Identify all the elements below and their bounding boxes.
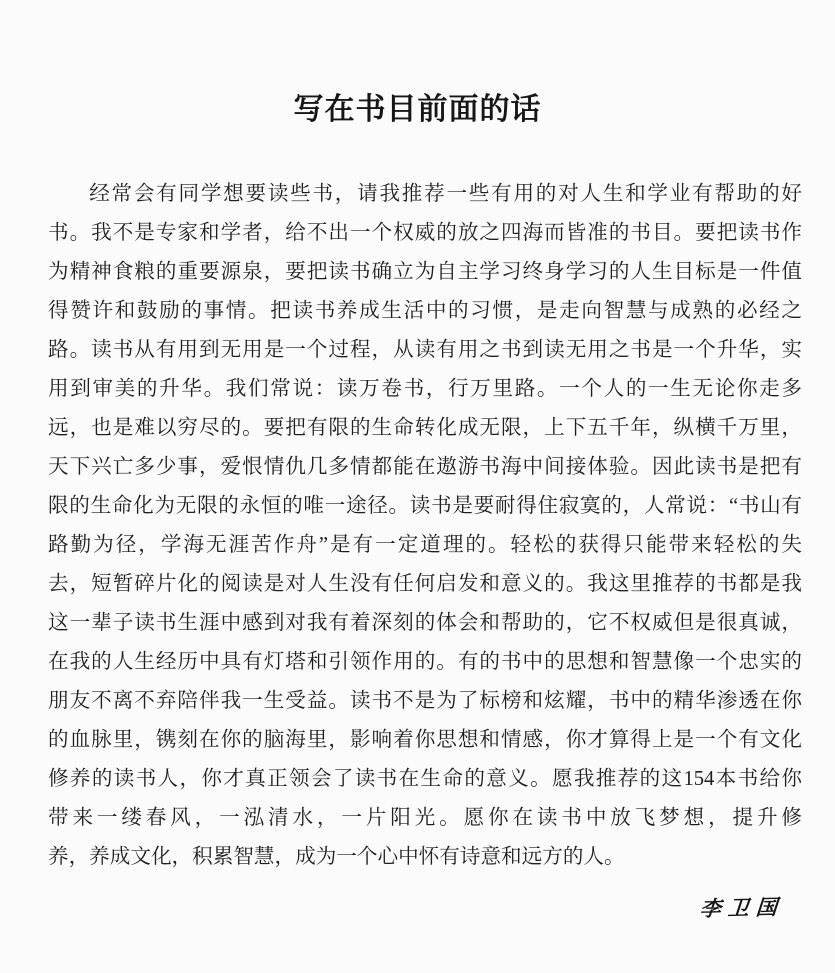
body-line: 书。我不是专家和学者，给不出一个权威的放之四海而皆准的书目。要把读书作 [48,222,802,244]
body-line: 得赞许和鼓励的事情。把读书养成生活中的习惯，是走向智慧与成熟的必经之 [48,300,802,322]
body-line: 的血脉里，镌刻在你的脑海里，影响着你思想和情感，你才算得上是一个有文化 [48,729,802,751]
body-line: 经常会有同学想要读些书，请我推荐一些有用的对人生和学业有帮助的好 [89,183,802,205]
body-line: 在我的人生经历中具有灯塔和引领作用的。有的书中的思想和智慧像一个忠实的 [48,651,802,673]
body-line: 路勤为径，学海无涯苦作舟”是有一定道理的。轻松的获得只能带来轻松的失 [48,534,802,556]
body-line: 修养的读书人，你才真正领会了读书在生命的意义。愿我推荐的这154本书给你 [48,768,802,790]
body-line: 路。读书从有用到无用是一个过程，从读有用之书到读无用之书是一个升华，实 [48,339,802,361]
body-line: 天下兴亡多少事，爱恨情仇几多情都能在遨游书海中间接体验。因此读书是把有 [48,456,802,478]
page-title: 写在书目前面的话 [293,93,542,126]
signature: 李卫国 [698,893,786,922]
body-text [48,175,802,877]
body-line: 去，短暂碎片化的阅读是对人生没有任何启发和意义的。我这里推荐的书都是我 [48,573,802,595]
body-line: 限的生命化为无限的永恒的唯一途径。读书是要耐得住寂寞的，人常说：“书山有 [48,495,802,517]
body-line: 远，也是难以穷尽的。要把有限的生命转化成无限，上下五千年，纵横千万里， [48,417,802,439]
body-line: 带来一缕春风，一泓清水，一片阳光。愿你在读书中放飞梦想，提升修 [48,807,802,829]
body-line: 朋友不离不弃陪伴我一生受益。读书不是为了标榜和炫耀，书中的精华渗透在你 [48,690,802,712]
body-line: 这一辈子读书生涯中感到对我有着深刻的体会和帮助的，它不权威但是很真诚， [48,612,802,634]
body-line: 用到审美的升华。我们常说：读万卷书，行万里路。一个人的一生无论你走多 [48,378,802,400]
body-line: 为精神食粮的重要源泉，要把读书确立为自主学习终身学习的人生目标是一件值 [48,261,802,283]
body-line: 养，养成文化，积累智慧，成为一个心中怀有诗意和远方的人。 [48,846,625,868]
